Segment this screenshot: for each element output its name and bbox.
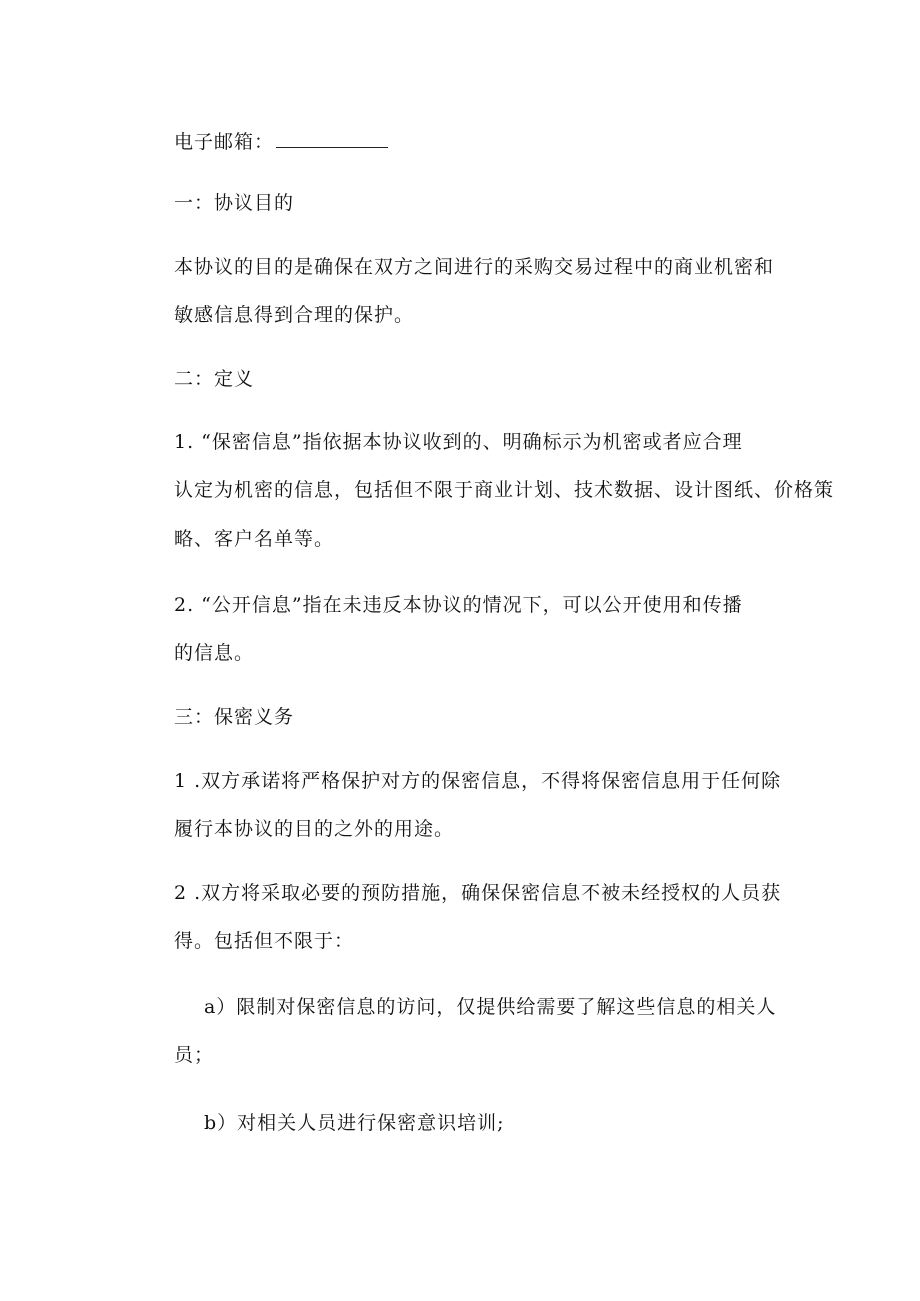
section3-sub-a-line1: a）限制对保密信息的访问，仅提供给需要了解这些信息的相关人 <box>204 996 777 1018</box>
section2-item2-line2: 的信息。 <box>174 642 255 664</box>
section1-para-line1: 本协议的目的是确保在双方之间进行的采购交易过程中的商业机密和 <box>174 256 775 278</box>
section3-heading: 三：保密义务 <box>174 706 295 728</box>
email-line <box>174 130 388 154</box>
email-label: 电子邮箱： <box>174 131 275 153</box>
section2-item1-line2: 认定为机密的信息，包括但不限于商业计划、技术数据、设计图纸、价格策 <box>174 479 835 501</box>
section2-item2-line1: 2. “公开信息”指在未违反本协议的情况下，可以公开使用和传播 <box>174 594 743 616</box>
section3-sub-a-line2: 员； <box>174 1044 215 1066</box>
section2-item1-line3: 略、客户名单等。 <box>174 528 335 550</box>
section3-item2-line2: 得。包括但不限于： <box>174 930 355 952</box>
section3-item1-line1: 1 .双方承诺将严格保护对方的保密信息，不得将保密信息用于任何除 <box>174 770 782 792</box>
section3-sub-b-line1: b）对相关人员进行保密意识培训; <box>204 1112 505 1134</box>
section3-item1-line2: 履行本协议的目的之外的用途。 <box>174 818 455 840</box>
section3-item2-line1: 2 .双方将采取必要的预防措施，确保保密信息不被未经授权的人员获 <box>174 882 782 904</box>
email-blank-field <box>276 131 388 148</box>
section2-heading: 二：定义 <box>174 368 255 390</box>
section1-para-line2: 敏感信息得到合理的保护。 <box>174 304 415 326</box>
section1-heading: 一：协议目的 <box>174 192 295 214</box>
section2-item1-line1: 1. “保密信息”指依据本协议收到的、明确标示为机密或者应合理 <box>174 431 743 453</box>
